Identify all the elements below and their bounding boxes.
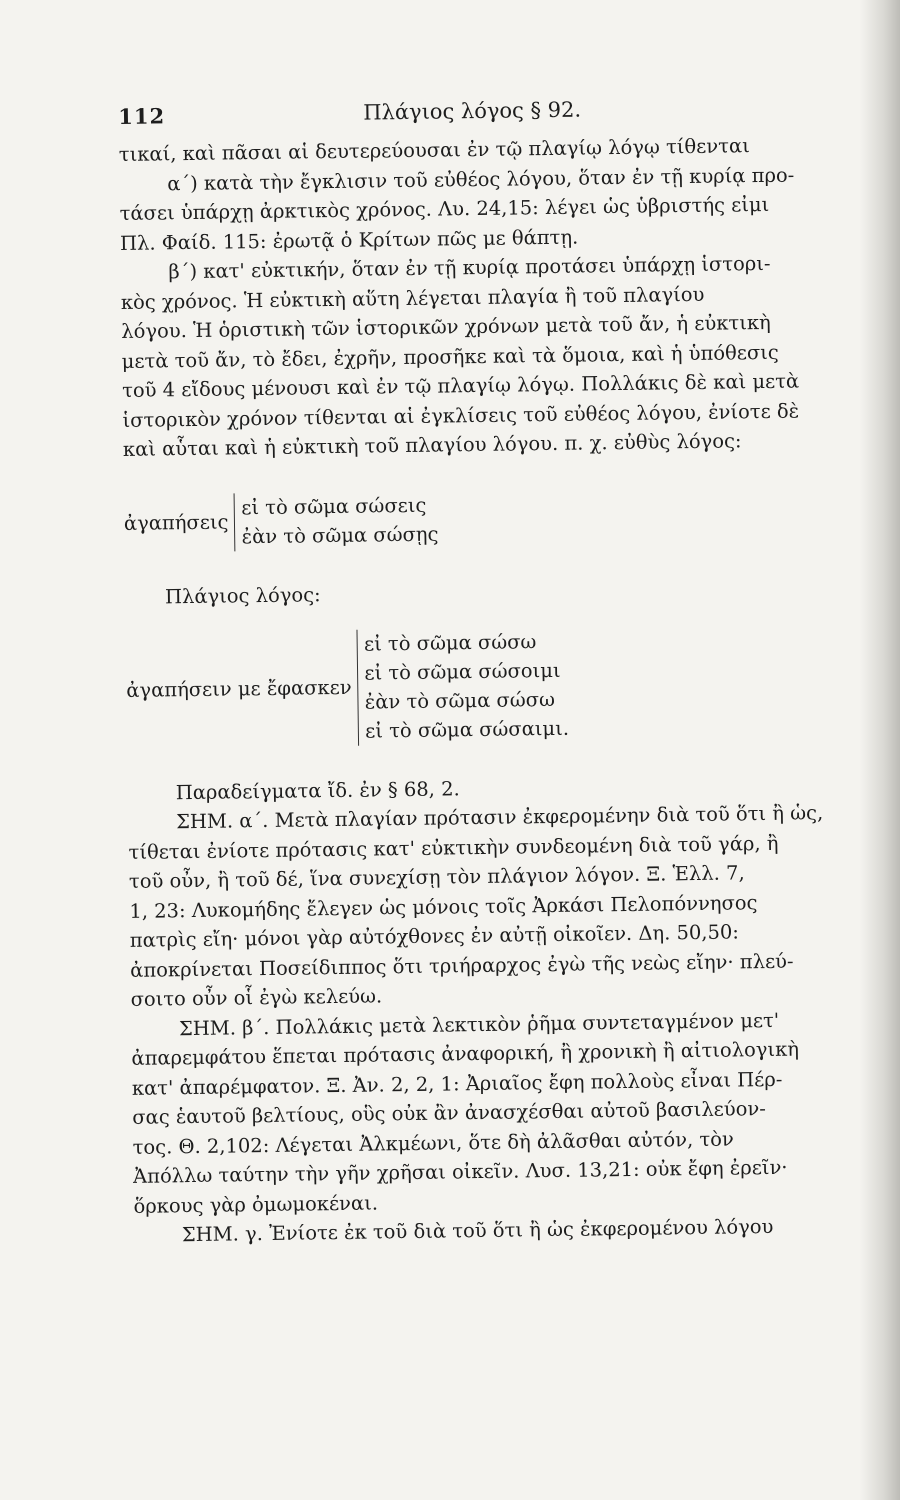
text-line: τοῦ οὖν, ἢ τοῦ δέ, ἵνα συνεχίσῃ τὸν πλάγιον λόγον. Ξ. Ἑλλ. 7, bbox=[128, 861, 745, 893]
page-number: 112 bbox=[118, 103, 166, 129]
text-line: τίθεται ἐνίοτε πρότασις κατ' εὐκτικὴν συνδεομένη διὰ τοῦ γάρ, ἢ bbox=[128, 831, 779, 864]
text-line: λόγου. Ἡ ὁριστικὴ τῶν ἱστορικῶν χρόνων μετὰ τοῦ ἄν, ἡ εὐκτικὴ bbox=[121, 310, 771, 343]
brace-group bbox=[234, 490, 439, 551]
example-label: ἀγαπήσεις bbox=[123, 510, 229, 535]
book-page bbox=[118, 86, 874, 1251]
text-line: τοῦ 4 εἴδους μένουσι καὶ ἐν τῷ πλαγίῳ λόγῳ. Πολλάκις δὲ καὶ μετὰ bbox=[121, 369, 800, 402]
text-line: πατρὶς εἴη· μόνοι γὰρ αὐτόχθονες ἐν αὐτῇ οἰκοῖεν. Δη. 50,50: bbox=[129, 920, 740, 952]
text-line: τος. Θ. 2,102: Λέγεται Ἀλκμέωνι, ὅτε δὴ ἀλᾶσθαι αὐτόν, τὸν bbox=[132, 1127, 734, 1159]
indirect-speech-example bbox=[125, 622, 867, 748]
text-line: κατ' ἀπαρέμφατον. Ξ. Ἀν. 2, 2, 1: Ἀριαῖος ἔφη πολλοὺς εἶναι Πέρ- bbox=[131, 1067, 783, 1100]
brace-group bbox=[357, 626, 569, 745]
example-option: ἐὰν τὸ σῶμα σώσω bbox=[364, 687, 556, 714]
text-line: ἀποκρίνεται Ποσείδιππος ὅτι τριήραρχος ἐγὼ τῆς νεὼς εἴην· πλεύ- bbox=[130, 949, 794, 982]
text-line: α΄) κατὰ τὴν ἔγκλισιν τοῦ εὐθέος λόγου, ὅταν ἐν τῇ κυρίᾳ προ- bbox=[167, 163, 795, 195]
note-gamma-line: ΣΗΜ. γ. Ἐνίοτε ἐκ τοῦ διὰ τοῦ ὅτι ἢ ὡς ἐκφερομένου λόγου bbox=[181, 1214, 774, 1247]
text-line: Πλ. Φαίδ. 115: ἐρωτᾷ ὁ Κρίτων πῶς με θάπτῃ. bbox=[119, 225, 579, 255]
running-title: Πλάγιος λόγος § 92. bbox=[363, 97, 582, 125]
note-beta-line: ΣΗΜ. β΄. Πολλάκις μετὰ λεκτικὸν ῥῆμα συντεταγμένον μετ' bbox=[178, 1008, 780, 1040]
text-line: τάσει ὑπάρχῃ ἀρκτικὸς χρόνος. Λυ. 24,15: λέγει ὡς ὑβριστής εἰμι bbox=[119, 192, 770, 225]
example-option: εἰ τὸ σῶμα σώσεις bbox=[241, 493, 427, 519]
text-line: β΄) κατ' εὐκτικήν, ὅταν ἐν τῇ κυρίᾳ προτάσει ὑπάρχῃ ἱστορι- bbox=[168, 251, 771, 284]
direct-speech-example bbox=[124, 484, 865, 552]
text-line: ἀπαρεμφάτου ἕπεται πρότασις ἀναφορική, ἢ χρονικὴ ἢ αἰτιολογικὴ bbox=[131, 1037, 800, 1070]
text-line: ὅρκους γὰρ ὀμωμοκέναι. bbox=[133, 1190, 379, 1218]
example-option: εἰ τὸ σῶμα σώσαιμι. bbox=[365, 716, 570, 743]
example-option: εἰ τὸ σῶμα σώσω bbox=[363, 629, 537, 656]
text-line: σας ἑαυτοῦ βελτίους, οὓς οὐκ ἂν ἀνασχέσθαι αὐτοῦ βασιλεύον- bbox=[132, 1097, 767, 1129]
text-line: ἱστορικὸν χρόνον τίθενται αἱ ἐγκλίσεις τοῦ εὐθέος λόγου, ἐνίοτε δὲ bbox=[122, 399, 800, 432]
text-line: τικαί, καὶ πᾶσαι αἱ δευτερεύουσαι ἐν τῷ πλαγίῳ λόγῳ τίθενται bbox=[118, 134, 750, 166]
note-alpha-line: ΣΗΜ. α΄. Μετὰ πλαγίαν πρότασιν ἐκφερομένην διὰ τοῦ ὅτι ἢ ὡς, bbox=[175, 801, 824, 834]
text-line: μετὰ τοῦ ἄν, τὸ ἔδει, ἐχρῆν, προσῆκε καὶ τὰ ὅμοια, καὶ ἡ ὑπόθεσις bbox=[121, 340, 779, 373]
example-option: εἰ τὸ σῶμα σώσοιμι bbox=[364, 658, 561, 685]
text-line: Ἀπόλλω ταύτην τὴν γῆν χρῆσαι οἰκεῖν. Λυσ. 13,21: οὐκ ἔφη ἐρεῖν· bbox=[132, 1155, 788, 1188]
text-line: Παραδείγματα ἴδ. ἐν § 68, 2. bbox=[175, 776, 460, 804]
example-label: ἀγαπήσειν με ἔφασκεν bbox=[126, 675, 352, 702]
text-line: 1, 23: Λυκομήδης ἔλεγεν ὡς μόνοις τοῖς Ἀρκάσι Πελοπόννησος bbox=[129, 890, 758, 923]
main-paragraph bbox=[119, 130, 863, 465]
example-option: ἐὰν τὸ σῶμα σώσῃς bbox=[241, 522, 439, 548]
indirect-speech-heading: Πλάγιος λόγος: bbox=[164, 582, 321, 608]
text-line: κὸς χρόνος. Ἡ εὐκτικὴ αὕτη λέγεται πλαγία ἢ τοῦ πλαγίου bbox=[120, 282, 705, 314]
text-line: καὶ αὗται καὶ ἡ εὐκτικὴ τοῦ πλαγίου λόγου. π. χ. εὐθὺς λόγος: bbox=[122, 429, 742, 461]
notes-section bbox=[128, 768, 875, 1250]
text-line: σοιτο οὖν οἷ ἐγὼ κελεύω. bbox=[130, 984, 383, 1011]
